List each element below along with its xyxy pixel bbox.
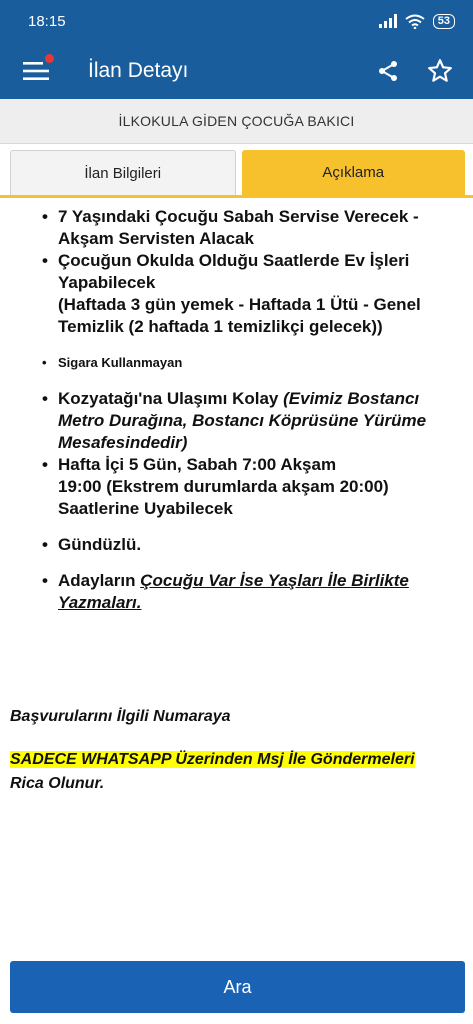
call-button[interactable]: Ara	[10, 961, 465, 1013]
description-list	[10, 352, 455, 374]
share-button[interactable]	[373, 56, 403, 86]
app-bar-actions	[373, 56, 455, 86]
listing-title: İLKOKULA GİDEN ÇOCUĞA BAKICI	[0, 99, 473, 144]
list-item: • Sigara Kullanmayan	[10, 352, 455, 374]
favorite-button[interactable]	[425, 56, 455, 86]
tab-ilan-bilgileri[interactable]: İlan Bilgileri	[10, 150, 236, 195]
menu-icon	[23, 61, 49, 81]
tab-bar	[10, 150, 465, 195]
description-list	[10, 534, 455, 556]
description-list	[10, 570, 455, 614]
wifi-icon	[405, 14, 425, 29]
app-bar	[0, 42, 473, 99]
footer-note-line: Başvurularını İlgili Numaraya	[10, 708, 231, 725]
list-item: • Adayların Çocuğu Var İse Yaşları İle Birlikte Yazmaları.	[10, 570, 455, 614]
description-list	[10, 206, 455, 294]
description-content	[0, 198, 473, 958]
status-bar	[0, 0, 473, 42]
page-title: İlan Detayı	[88, 58, 189, 82]
star-icon	[427, 58, 453, 84]
list-item: • Kozyatağı'na Ulaşımı Kolay (Evimiz Bostancı Metro Durağına, Bostancı Köprüsüne Yürüme Mesafesindedir)	[10, 388, 455, 454]
list-item: • Hafta İçi 5 Gün, Sabah 7:00 Akşam 19:00 (Ekstrem durumlarda akşam 20:00) Saatlerine Uyabilecek	[10, 454, 455, 520]
notification-dot	[45, 54, 54, 63]
tab-aciklama[interactable]: Açıklama	[242, 150, 466, 195]
menu-button[interactable]	[6, 42, 66, 99]
list-item: • Çocuğun Okulda Olduğu Saatlerde Ev İşleri Yapabilecek	[10, 250, 455, 294]
list-item: • 7 Yaşındaki Çocuğu Sabah Servise Verecek - Akşam Servisten Alacak	[10, 206, 455, 250]
share-icon	[376, 59, 400, 83]
description-paragraph: (Haftada 3 gün yemek - Haftada 1 Ütü - Genel Temizlik (2 haftada 1 temizlikçi gelecek))	[58, 295, 421, 336]
status-icons	[379, 14, 455, 29]
status-time: 18:15	[28, 12, 66, 30]
description-list	[10, 388, 455, 520]
battery-icon: 53	[433, 14, 455, 29]
footer-note	[10, 748, 465, 796]
highlighted-text: SADECE WHATSAPP Üzerinden Msj İle Göndermeleri	[10, 751, 415, 768]
signal-icon	[379, 14, 397, 28]
list-item: • Gündüzlü.	[10, 534, 455, 556]
footer-note-line: Rica Olunur.	[10, 775, 105, 792]
